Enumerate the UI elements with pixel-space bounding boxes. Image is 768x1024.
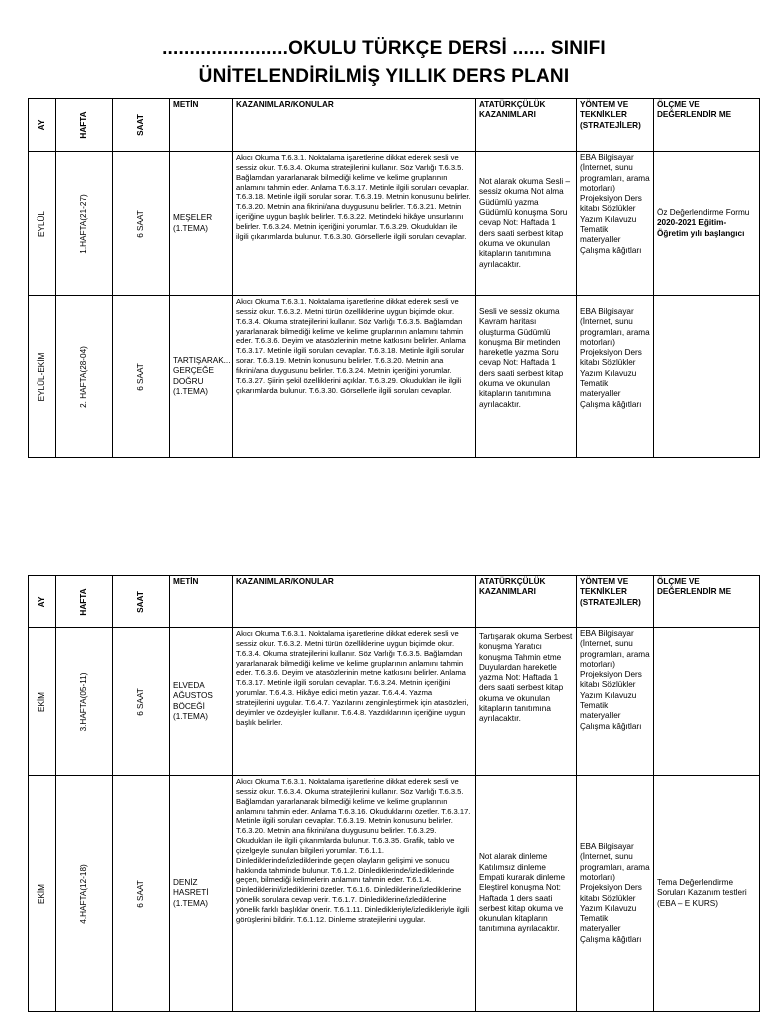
header-olcme: ÖLÇME VE DEĞERLENDİR ME	[654, 576, 760, 628]
table-row	[29, 776, 760, 1012]
cell-saat: 6 SAAT	[113, 296, 170, 458]
header-saat: SAAT	[113, 99, 170, 152]
header-hafta: HAFTA	[56, 576, 113, 628]
cell-saat: 6 SAAT	[113, 776, 170, 1012]
cell-metin: ELVEDA AĞUSTOS BÖCEĞİ (1.TEMA)	[170, 628, 233, 776]
cell-olcme: Tema Değerlendirme Soruları Kazanım testleri (EBA – E KURS)	[654, 776, 760, 1012]
page-title-line1: .......................OKULU TÜRKÇE DERSİ ...... SINIFI	[162, 38, 606, 59]
cell-hafta: 3.HAFTA(05-11)	[56, 628, 113, 776]
cell-kazanimlar: Akıcı Okuma T.6.3.1. Noktalama işaretlerine dikkat ederek sesli ve sessiz okur. T.6.3.2. Metni türün özelliklerine uygun biçimde okur. T.6.3.4. Okuma stratejilerini kullanır. Söz Varlığı T.6.3.5. Bağlamdan yararlanarak bilmediği kelime ve kelime gruplarının anlamını tahmin eder. T.6.3.6. Deyim ve atasözlerinin metne katkısını belirler. Anlama T.6.3.17. Metinle ilgili soruları cevaplar. T.6.3.18. Metinle ilgili sorular sorar. T.6.3.19. Metnin konusunu belirler. T.6.3.20. Metnin ana fikrini/ana duygusunu belirler. T.6.3.24. Metnin içeriğini yorumlar. T.6.3.27. Şiirin şekil özelliklerini açıklar. T.6.3.29. Okudukları ile ilgili çıkarımlarda bulunur. T.6.3.30. Görsellerle ilgili soruları cevaplar.	[233, 296, 476, 458]
cell-hafta: 1.HAFTA(21-27)	[56, 152, 113, 296]
header-olcme: ÖLÇME VE DEĞERLENDİR ME	[654, 99, 760, 152]
plan-table-2	[28, 575, 760, 1012]
cell-kazanimlar: Akıcı Okuma T.6.3.1. Noktalama işaretlerine dikkat ederek sesli ve sessiz okur. T.6.3.2. Metni türün özelliklerine uygun biçimde okur. T.6.3.4. Okuma stratejilerini kullanır. Söz Varlığı T.6.3.5. Bağlamdan yararlanarak bilmediği kelime ve kelime gruplarının anlamını tahmin eder. T.6.3.6. Deyim ve atasözlerinin metne katkısını belirler. Anlama T.6.3.17. Metinle ilgili soruları cevaplar. T.6.3.24. Metnin içeriğini yorumlar. T.6.4.3. Hikâye edici metin yazar. T.6.4.4. Yazma stratejilerini uygular. T.6.4.7. Yazılarını zenginleştirmek için atasözleri, deyimler ve özdeyişler kullanır. T.6.4.8. Yazdıklarının içeriğine uygun başlık belirler.	[233, 628, 476, 776]
header-kazanimlar: KAZANIMLAR/KONULAR	[233, 99, 476, 152]
cell-ay: EKİM	[29, 628, 56, 776]
plan-table-1	[28, 98, 760, 458]
header-ay: AY	[29, 99, 56, 152]
header-kazanimlar: KAZANIMLAR/KONULAR	[233, 576, 476, 628]
header-hafta: HAFTA	[56, 99, 113, 152]
cell-metin: TARTIŞARAK... GERÇEĞE DOĞRU (1.TEMA)	[170, 296, 233, 458]
cell-ay: EYLÜL	[29, 152, 56, 296]
cell-kazanimlar: Akıcı Okuma T.6.3.1. Noktalama işaretlerine dikkat ederek sesli ve sessiz okur. T.6.3.4. Okuma stratejilerini kullanır. Söz Varlığı T.6.3.5. Bağlamdan yararlanarak bilmediği kelime ve kelime gruplarının anlamını tahmin eder. Anlama T.6.3.16. Okuduklarını özetler. T.6.3.17. Metinle ilgili soruları cevaplar. T.6.3.19. Metnin konusunu belirler. T.6.3.20. Metnin ana fikrini/ana duygusunu belirler. T.6.3.29. Okudukları ile ilgili çıkarımlarda bulunur. T.6.3.35. Grafik, tablo ve çizelgeyle sunulan bilgileri yorumlar. T.6.1.1. Dinlediklerinde/izlediklerinde geçen olayların gelişimi ve sonucu hakkında tahminde bulunur. T.6.1.2. Dinlediklerinde/izlediklerinde geçen, bilmediği kelimelerin anlamını tahmin eder. T.6.1.4. Dinlediklerini/izlediklerini özetler. T.6.1.6. Dinlediklerine/izlediklerine yönelik sorulara cevap verir. T.6.1.7. Dinlediklerine/izlediklerine yönelik farklı başlıklar önerir. T.6.1.11. Dinledikleriyle/izledikleriyle ilgili görüşlerini bildirir. T.6.1.12. Dinleme stratejilerini uygular.	[233, 776, 476, 1012]
olcme-bold-text: 2020-2021 Eğitim-Öğretim yılı başlangıcı	[657, 218, 745, 238]
table-row	[29, 628, 760, 776]
header-metin: METİN	[170, 99, 233, 152]
cell-metin: DENİZ HASRETİ (1.TEMA)	[170, 776, 233, 1012]
cell-ataturkculuk: Not alarak okuma Sesli – sessiz okuma Not alma Güdümlü yazma Güdümlü konuşma Soru cevap Not: Haftada 1 ders saati serbest kitap okuma ve okunulan kitapların tanıtımına ayrılacaktır.	[476, 152, 577, 296]
cell-yontem: EBA Bilgisayar (İnternet, sunu programları, arama motorları) Projeksiyon Ders kitabı Sözlükler Yazım Kılavuzu Tematik materyaller Çalışma kâğıtları	[577, 776, 654, 1012]
cell-ataturkculuk: Tartışarak okuma Serbest konuşma Yaratıcı konuşma Tahmin etme Duyulardan hareketle yazma Not: Haftada 1 ders saati serbest kitap okuma ve okunulan kitapların tanıtımına ayrılacaktır.	[476, 628, 577, 776]
cell-olcme	[654, 152, 760, 296]
cell-ay: EKİM	[29, 776, 56, 1012]
cell-yontem: EBA Bilgisayar (İnternet, sunu programları, arama motorları) Projeksiyon Ders kitabı Sözlükler Yazım Kılavuzu Tematik materyaller Çalışma kâğıtları	[577, 152, 654, 296]
table-row	[29, 296, 760, 458]
cell-hafta: 2. HAFTA(28-04)	[56, 296, 113, 458]
cell-ataturkculuk: Sesli ve sessiz okuma Kavram haritası oluşturma Güdümlü konuşma Bir metinden hareketle yazma Soru cevap Not: Haftada 1 ders saati serbest kitap okuma ve okunulan kitapların tanıtımına ayrılacaktır.	[476, 296, 577, 458]
page-title-line2: ÜNİTELENDİRİLMİŞ YILLIK DERS PLANI	[198, 66, 570, 87]
cell-olcme	[654, 296, 760, 458]
olcme-text: Öz Değerlendirme Formu	[657, 208, 750, 218]
cell-saat: 6 SAAT	[113, 152, 170, 296]
cell-olcme	[654, 628, 760, 776]
header-ataturkculuk: ATATÜRKÇÜLÜK KAZANIMLARI	[476, 576, 577, 628]
table-row	[29, 152, 760, 296]
header-saat: SAAT	[113, 576, 170, 628]
cell-yontem: EBA Bilgisayar (İnternet, sunu programları, arama motorları) Projeksiyon Ders kitabı Sözlükler Yazım Kılavuzu Tematik materyaller Çalışma kâğıtları	[577, 296, 654, 458]
header-yontem: YÖNTEM VE TEKNİKLER (STRATEJİLER)	[577, 576, 654, 628]
cell-metin: MEŞELER (1.TEMA)	[170, 152, 233, 296]
cell-ay: EYLÜL-EKİM	[29, 296, 56, 458]
cell-saat: 6 SAAT	[113, 628, 170, 776]
cell-yontem: EBA Bilgisayar (İnternet, sunu programları, arama motorları) Projeksiyon Ders kitabı Sözlükler Yazım Kılavuzu Tematik materyaller Çalışma kâğıtları	[577, 628, 654, 776]
header-ataturkculuk: ATATÜRKÇÜLÜK KAZANIMLARI	[476, 99, 577, 152]
cell-ataturkculuk: Not alarak dinleme Katılımsız dinleme Empati kurarak dinleme Eleştirel konuşma Not: Haftada 1 ders saati serbest kitap okuma ve okunulan kitapların tanıtımına ayrılacaktır.	[476, 776, 577, 1012]
header-yontem: YÖNTEM VE TEKNİKLER (STRATEJİLER)	[577, 99, 654, 152]
header-row	[29, 576, 760, 628]
header-ay: AY	[29, 576, 56, 628]
cell-kazanimlar: Akıcı Okuma T.6.3.1. Noktalama işaretlerine dikkat ederek sesli ve sessiz okur. T.6.3.4. Okuma stratejilerini kullanır. Söz Varlığı T.6.3.5. Bağlamdan yararlanarak bilmediği kelime ve kelime gruplarının anlamını tahmin eder. Anlama T.6.3.17. Metinle ilgili soruları cevaplar. T.6.3.18. Metinle ilgili sorular sorar. T.6.3.19. Metnin konusunu belirler. T.6.3.20. Metnin ana fikrini/ana duygusunu belirler. T.6.3.21. Metnin içeriğine uygun başlık belirler. T.6.3.22. Metindeki hikâye unsurlarını belirler. T.6.3.24. Metnin içeriğini yorumlar. T.6.3.29. Okudukları ile ilgili çıkarımlarda bulunur. T.6.3.30. Görsellerle ilgili soruları cevaplar.	[233, 152, 476, 296]
cell-hafta: 4.HAFTA(12-18)	[56, 776, 113, 1012]
header-row	[29, 99, 760, 152]
header-metin: METİN	[170, 576, 233, 628]
